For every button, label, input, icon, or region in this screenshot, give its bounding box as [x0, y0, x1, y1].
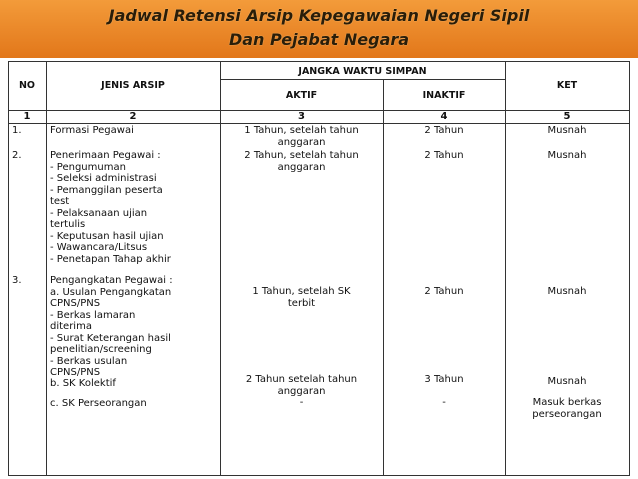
header-aktif: AKTIF [285, 90, 318, 101]
column-number-1: 1 [23, 111, 31, 122]
row-number: 3. [12, 275, 22, 286]
inaktif-value: 2 Tahun [424, 125, 464, 136]
ket-line: perseorangan [532, 408, 602, 420]
aktif-line: 2 Tahun, setelah tahun [244, 150, 359, 161]
ket-value: Musnah [547, 125, 587, 136]
inaktif-value: 3 Tahun [424, 374, 464, 385]
jenis-arsip-line: b. SK Kolektif [50, 378, 116, 389]
jenis-arsip-line: Pengangkatan Pegawai : [50, 275, 173, 286]
retention-schedule-table [0, 58, 638, 479]
inaktif-value: 2 Tahun [424, 286, 464, 297]
aktif-line: anggaran [277, 161, 326, 173]
jenis-arsip-line: - Keputusan hasil ujian [50, 230, 164, 242]
header-jangka-waktu-simpan: JANGKA WAKTU SIMPAN [298, 66, 427, 77]
aktif-line: anggaran [277, 136, 326, 148]
title-banner [0, 0, 638, 58]
header-jenis-arsip: JENIS ARSIP [101, 80, 165, 91]
column-number-3: 3 [298, 111, 305, 122]
jenis-arsip-line: - Pelaksanaan ujian [50, 207, 148, 219]
column-number-5: 5 [563, 111, 571, 122]
jenis-arsip-line: diterima [50, 321, 92, 332]
aktif-line: anggaran [277, 385, 326, 397]
jenis-arsip-line: CPNS/PNS [50, 367, 101, 378]
aktif-value: - [299, 397, 304, 408]
header-inaktif: INAKTIF [422, 90, 466, 101]
inaktif-value: 2 Tahun [424, 150, 464, 161]
jenis-arsip-line: Penerimaan Pegawai : [50, 150, 161, 161]
jenis-arsip-line: - Surat Keterangan hasil [50, 332, 171, 344]
ket-line: Masuk berkas [532, 397, 602, 408]
ket-value: Musnah [547, 376, 587, 387]
jenis-arsip-line: - Penetapan Tahap akhir [50, 253, 171, 265]
jenis-arsip-line: tertulis [50, 219, 86, 230]
jenis-arsip-line: CPNS/PNS [50, 298, 101, 309]
jenis-arsip-line: test [50, 196, 70, 207]
header-no: NO [18, 80, 36, 91]
jenis-arsip-line: - Seleksi administrasi [50, 173, 157, 184]
jenis-arsip-line: penelitian/screening [50, 344, 152, 355]
aktif-line: 1 Tahun, setelah SK [252, 286, 351, 297]
header-ket: KET [556, 80, 578, 91]
inaktif-value: - [442, 397, 446, 408]
row-number: 1. [12, 125, 22, 136]
jenis-arsip-line: Formasi Pegawai [50, 125, 134, 136]
ket-value: Musnah [547, 286, 587, 297]
jenis-arsip-line: - Pengumuman [50, 161, 126, 173]
column-number-4: 4 [440, 111, 448, 122]
jenis-arsip-line: a. Usulan Pengangkatan [50, 286, 172, 298]
ket-value: Musnah [547, 150, 587, 161]
column-number-2: 2 [129, 111, 137, 122]
jenis-arsip-line: - Pemanggilan peserta [50, 184, 163, 196]
aktif-line: 1 Tahun, setelah tahun [244, 125, 359, 136]
jenis-arsip-line: c. SK Perseorangan [50, 398, 147, 409]
jenis-arsip-line: - Berkas usulan [50, 355, 128, 367]
aktif-line: terbit [287, 297, 316, 309]
document-title-line-1: Jadwal Retensi Arsip Kepegawaian Negeri Sipil [108, 6, 530, 25]
document-title-line-2: Dan Pejabat Negara [228, 30, 410, 49]
row-number: 2. [12, 150, 22, 161]
jenis-arsip-line: - Berkas lamaran [50, 309, 136, 321]
aktif-line: 2 Tahun setelah tahun [245, 374, 358, 385]
jenis-arsip-line: - Wawancara/Litsus [50, 242, 148, 253]
